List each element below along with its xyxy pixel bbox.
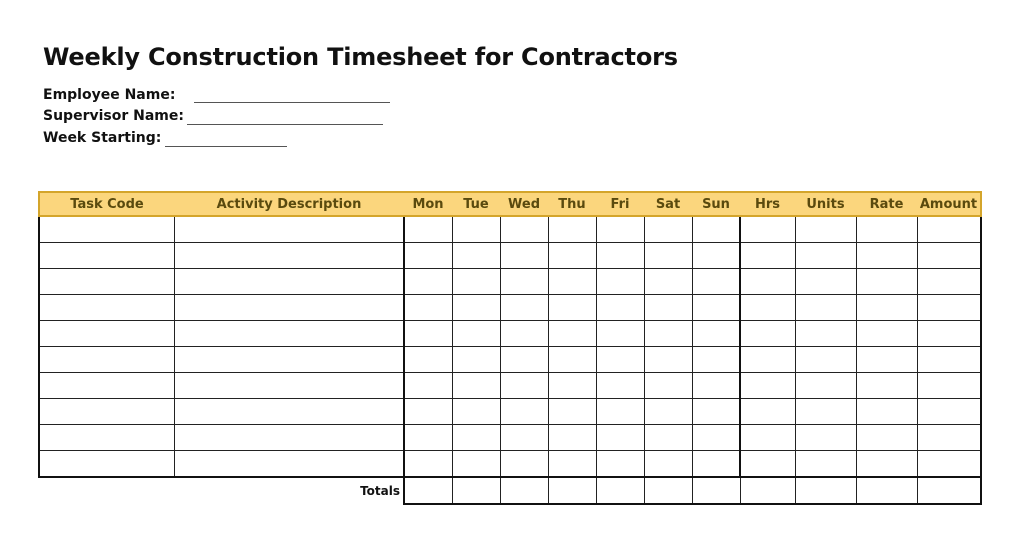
cell-wed[interactable] bbox=[500, 269, 548, 295]
header-activity-description: Activity Description bbox=[174, 192, 404, 216]
cell-units[interactable] bbox=[795, 216, 856, 243]
cell-rate[interactable] bbox=[856, 425, 917, 451]
cell-fri[interactable] bbox=[596, 216, 644, 243]
cell-tue[interactable] bbox=[452, 373, 500, 399]
header-hrs: Hrs bbox=[740, 192, 795, 216]
cell-task-code[interactable] bbox=[39, 451, 174, 478]
cell-activity-description[interactable] bbox=[174, 399, 404, 425]
cell-rate[interactable] bbox=[856, 451, 917, 478]
cell-task-code[interactable] bbox=[39, 399, 174, 425]
cell-thu[interactable] bbox=[548, 425, 596, 451]
cell-sun[interactable] bbox=[692, 425, 740, 451]
cell-sat[interactable] bbox=[644, 243, 692, 269]
cell-mon[interactable] bbox=[404, 451, 452, 478]
cell-fri[interactable] bbox=[596, 451, 644, 478]
cell-units[interactable] bbox=[795, 321, 856, 347]
cell-units[interactable] bbox=[795, 425, 856, 451]
cell-activity-description[interactable] bbox=[174, 425, 404, 451]
cell-sun[interactable] bbox=[692, 451, 740, 478]
cell-tue[interactable] bbox=[452, 425, 500, 451]
cell-task-code[interactable] bbox=[39, 243, 174, 269]
cell-mon[interactable] bbox=[404, 321, 452, 347]
employee-name-input-line[interactable] bbox=[194, 102, 390, 103]
cell-mon[interactable] bbox=[404, 243, 452, 269]
cell-mon[interactable] bbox=[404, 399, 452, 425]
cell-thu[interactable] bbox=[548, 243, 596, 269]
table-row bbox=[39, 399, 981, 425]
cell-fri[interactable] bbox=[596, 321, 644, 347]
cell-rate[interactable] bbox=[856, 373, 917, 399]
cell-activity-description[interactable] bbox=[174, 295, 404, 321]
cell-sun[interactable] bbox=[692, 399, 740, 425]
total-tue[interactable] bbox=[452, 477, 500, 504]
cell-hrs[interactable] bbox=[740, 373, 795, 399]
cell-task-code[interactable] bbox=[39, 295, 174, 321]
cell-hrs[interactable] bbox=[740, 451, 795, 478]
cell-thu[interactable] bbox=[548, 321, 596, 347]
cell-activity-description[interactable] bbox=[174, 373, 404, 399]
table-row bbox=[39, 321, 981, 347]
header-units: Units bbox=[795, 192, 856, 216]
cell-rate[interactable] bbox=[856, 347, 917, 373]
cell-amount[interactable] bbox=[917, 451, 981, 478]
cell-amount[interactable] bbox=[917, 373, 981, 399]
cell-tue[interactable] bbox=[452, 295, 500, 321]
total-hrs[interactable] bbox=[740, 477, 795, 504]
week-starting-input-line[interactable] bbox=[165, 146, 287, 147]
cell-amount[interactable] bbox=[917, 347, 981, 373]
cell-hrs[interactable] bbox=[740, 243, 795, 269]
cell-units[interactable] bbox=[795, 295, 856, 321]
cell-hrs[interactable] bbox=[740, 347, 795, 373]
totals-row bbox=[39, 477, 981, 504]
cell-mon[interactable] bbox=[404, 269, 452, 295]
cell-units[interactable] bbox=[795, 243, 856, 269]
cell-task-code[interactable] bbox=[39, 216, 174, 243]
cell-sun[interactable] bbox=[692, 216, 740, 243]
table-row bbox=[39, 243, 981, 269]
cell-task-code[interactable] bbox=[39, 321, 174, 347]
cell-mon[interactable] bbox=[404, 295, 452, 321]
table-row bbox=[39, 269, 981, 295]
header-mon: Mon bbox=[404, 192, 452, 216]
table-row bbox=[39, 295, 981, 321]
cell-fri[interactable] bbox=[596, 269, 644, 295]
cell-activity-description[interactable] bbox=[174, 216, 404, 243]
header-thu: Thu bbox=[548, 192, 596, 216]
table-row bbox=[39, 425, 981, 451]
cell-thu[interactable] bbox=[548, 347, 596, 373]
cell-amount[interactable] bbox=[917, 243, 981, 269]
cell-tue[interactable] bbox=[452, 399, 500, 425]
cell-wed[interactable] bbox=[500, 347, 548, 373]
cell-amount[interactable] bbox=[917, 269, 981, 295]
total-thu[interactable] bbox=[548, 477, 596, 504]
cell-hrs[interactable] bbox=[740, 269, 795, 295]
week-starting-field bbox=[43, 130, 161, 150]
cell-sat[interactable] bbox=[644, 399, 692, 425]
cell-thu[interactable] bbox=[548, 295, 596, 321]
cell-activity-description[interactable] bbox=[174, 321, 404, 347]
cell-units[interactable] bbox=[795, 451, 856, 478]
cell-activity-description[interactable] bbox=[174, 243, 404, 269]
cell-task-code[interactable] bbox=[39, 373, 174, 399]
cell-fri[interactable] bbox=[596, 243, 644, 269]
cell-amount[interactable] bbox=[917, 216, 981, 243]
supervisor-name-label: Supervisor Name: bbox=[43, 108, 184, 124]
cell-rate[interactable] bbox=[856, 269, 917, 295]
page-title: Weekly Construction Timesheet for Contractors bbox=[43, 43, 678, 71]
cell-sun[interactable] bbox=[692, 269, 740, 295]
cell-mon[interactable] bbox=[404, 425, 452, 451]
employee-name-field bbox=[43, 87, 175, 107]
header-task-code: Task Code bbox=[39, 192, 174, 216]
cell-hrs[interactable] bbox=[740, 216, 795, 243]
cell-sun[interactable] bbox=[692, 347, 740, 373]
total-fri[interactable] bbox=[596, 477, 644, 504]
cell-thu[interactable] bbox=[548, 399, 596, 425]
cell-wed[interactable] bbox=[500, 295, 548, 321]
cell-units[interactable] bbox=[795, 347, 856, 373]
cell-tue[interactable] bbox=[452, 321, 500, 347]
cell-task-code[interactable] bbox=[39, 347, 174, 373]
cell-wed[interactable] bbox=[500, 216, 548, 243]
cell-fri[interactable] bbox=[596, 347, 644, 373]
total-sun[interactable] bbox=[692, 477, 740, 504]
week-starting-label: Week Starting: bbox=[43, 130, 162, 146]
total-wed[interactable] bbox=[500, 477, 548, 504]
header-tue: Tue bbox=[452, 192, 500, 216]
cell-rate[interactable] bbox=[856, 295, 917, 321]
cell-sat[interactable] bbox=[644, 451, 692, 478]
cell-wed[interactable] bbox=[500, 399, 548, 425]
cell-mon[interactable] bbox=[404, 347, 452, 373]
cell-sat[interactable] bbox=[644, 269, 692, 295]
header-fri: Fri bbox=[596, 192, 644, 216]
cell-task-code[interactable] bbox=[39, 425, 174, 451]
cell-tue[interactable] bbox=[452, 451, 500, 478]
table-row bbox=[39, 216, 981, 243]
cell-amount[interactable] bbox=[917, 425, 981, 451]
cell-wed[interactable] bbox=[500, 321, 548, 347]
cell-sun[interactable] bbox=[692, 243, 740, 269]
cell-fri[interactable] bbox=[596, 399, 644, 425]
cell-fri[interactable] bbox=[596, 425, 644, 451]
total-units[interactable] bbox=[795, 477, 856, 504]
cell-sat[interactable] bbox=[644, 321, 692, 347]
total-rate[interactable] bbox=[856, 477, 917, 504]
table-header-row bbox=[39, 192, 981, 216]
header-sun: Sun bbox=[692, 192, 740, 216]
totals-label: Totals bbox=[360, 484, 400, 498]
cell-amount[interactable] bbox=[917, 321, 981, 347]
cell-tue[interactable] bbox=[452, 269, 500, 295]
header-rate: Rate bbox=[856, 192, 917, 216]
cell-wed[interactable] bbox=[500, 451, 548, 478]
total-amount[interactable] bbox=[917, 477, 981, 504]
cell-rate[interactable] bbox=[856, 243, 917, 269]
table-row bbox=[39, 347, 981, 373]
cell-activity-description[interactable] bbox=[174, 451, 404, 478]
cell-tue[interactable] bbox=[452, 243, 500, 269]
cell-activity-description[interactable] bbox=[174, 347, 404, 373]
cell-hrs[interactable] bbox=[740, 425, 795, 451]
cell-wed[interactable] bbox=[500, 373, 548, 399]
cell-thu[interactable] bbox=[548, 451, 596, 478]
cell-sat[interactable] bbox=[644, 216, 692, 243]
supervisor-name-input-line[interactable] bbox=[187, 124, 383, 125]
cell-sat[interactable] bbox=[644, 373, 692, 399]
cell-amount[interactable] bbox=[917, 399, 981, 425]
cell-sat[interactable] bbox=[644, 425, 692, 451]
cell-thu[interactable] bbox=[548, 373, 596, 399]
cell-units[interactable] bbox=[795, 399, 856, 425]
header-sat: Sat bbox=[644, 192, 692, 216]
timesheet-table bbox=[38, 191, 982, 505]
total-mon[interactable] bbox=[404, 477, 452, 504]
cell-fri[interactable] bbox=[596, 373, 644, 399]
cell-sun[interactable] bbox=[692, 295, 740, 321]
cell-hrs[interactable] bbox=[740, 399, 795, 425]
cell-activity-description[interactable] bbox=[174, 269, 404, 295]
cell-hrs[interactable] bbox=[740, 295, 795, 321]
cell-rate[interactable] bbox=[856, 399, 917, 425]
header-wed: Wed bbox=[500, 192, 548, 216]
cell-sat[interactable] bbox=[644, 295, 692, 321]
cell-fri[interactable] bbox=[596, 295, 644, 321]
cell-wed[interactable] bbox=[500, 243, 548, 269]
cell-rate[interactable] bbox=[856, 216, 917, 243]
cell-sun[interactable] bbox=[692, 321, 740, 347]
cell-tue[interactable] bbox=[452, 216, 500, 243]
cell-tue[interactable] bbox=[452, 347, 500, 373]
supervisor-name-field bbox=[43, 108, 184, 128]
cell-amount[interactable] bbox=[917, 295, 981, 321]
cell-wed[interactable] bbox=[500, 425, 548, 451]
table-row bbox=[39, 373, 981, 399]
cell-mon[interactable] bbox=[404, 373, 452, 399]
cell-sat[interactable] bbox=[644, 347, 692, 373]
cell-task-code[interactable] bbox=[39, 269, 174, 295]
cell-units[interactable] bbox=[795, 269, 856, 295]
employee-name-label: Employee Name: bbox=[43, 87, 176, 103]
cell-sun[interactable] bbox=[692, 373, 740, 399]
cell-thu[interactable] bbox=[548, 216, 596, 243]
cell-rate[interactable] bbox=[856, 321, 917, 347]
total-sat[interactable] bbox=[644, 477, 692, 504]
cell-units[interactable] bbox=[795, 373, 856, 399]
cell-hrs[interactable] bbox=[740, 321, 795, 347]
cell-mon[interactable] bbox=[404, 216, 452, 243]
table-row bbox=[39, 451, 981, 478]
header-amount: Amount bbox=[917, 192, 981, 216]
cell-thu[interactable] bbox=[548, 269, 596, 295]
